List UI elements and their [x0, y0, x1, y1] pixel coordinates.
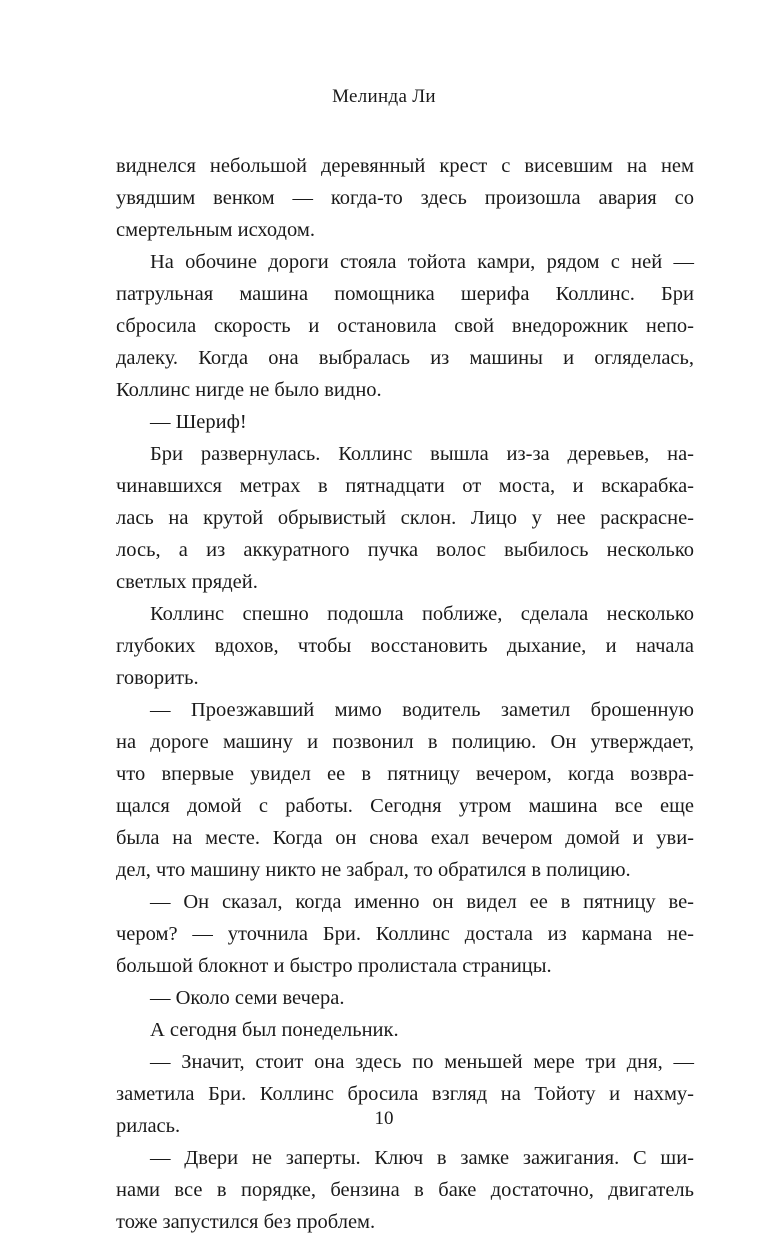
running-head-author: Мелинда Ли — [332, 86, 436, 107]
text-line: что впервые увидел ее в пятницу вечером, когда возвра- — [116, 763, 694, 785]
text-line: на дороге машину и позвонил в полицию. Он утверждает, — [116, 731, 694, 753]
text-line: патрульная машина помощника шерифа Коллинс. Бри — [116, 283, 694, 305]
text-line: Коллинс спешно подошла поближе, сделала несколько — [150, 603, 694, 625]
text-line: чером? — уточнила Бри. Коллинс достала из кармана не- — [116, 923, 694, 945]
text-line: А сегодня был понедельник. — [150, 1019, 399, 1041]
body-text — [116, 150, 694, 1238]
text-line: сбросила скорость и остановила свой внедорожник непо- — [116, 315, 694, 337]
text-line: нами все в порядке, бензина в баке достаточно, двигатель — [116, 1179, 694, 1201]
text-line: — Значит, стоит она здесь по меньшей мере три дня, — — [150, 1051, 694, 1073]
paragraph — [116, 1142, 694, 1238]
text-line: рилась. — [116, 1115, 181, 1137]
text-line: виднелся небольшой деревянный крест с висевшим на нем — [116, 155, 694, 177]
paragraph — [116, 982, 694, 1014]
text-line: Бри развернулась. Коллинс вышла из-за деревьев, на- — [150, 443, 694, 465]
text-line: смертельным исходом. — [116, 219, 315, 241]
text-line: — Около семи вечера. — [150, 987, 345, 1009]
text-line: тоже запустился без проблем. — [116, 1211, 376, 1233]
paragraph — [116, 598, 694, 694]
text-line: далеку. Когда она выбралась из машины и огляделась, — [116, 347, 694, 369]
text-line: светлых прядей. — [116, 571, 258, 593]
text-line: — Проезжавший мимо водитель заметил брошенную — [150, 699, 694, 721]
paragraph — [116, 1014, 694, 1046]
text-line: увядшим венком — когда-то здесь произошла авария со — [116, 187, 694, 209]
paragraph — [116, 246, 694, 406]
text-line: На обочине дороги стояла тойота камри, рядом с ней — — [150, 251, 694, 273]
text-line: большой блокнот и быстро пролистала страницы. — [116, 955, 552, 977]
text-line: Коллинс нигде не было видно. — [116, 379, 382, 401]
paragraph — [116, 150, 694, 246]
text-line: чинавшихся метрах в пятнадцати от моста, и вскарабка- — [116, 475, 694, 497]
text-line: глубоких вдохов, чтобы восстановить дыхание, и начала — [116, 635, 694, 657]
text-line: говорить. — [116, 667, 199, 689]
text-line: лась на крутой обрывистый склон. Лицо у нее раскрасне- — [116, 507, 694, 529]
text-line: — Шериф! — [150, 411, 247, 433]
text-line: — Он сказал, когда именно он видел ее в пятницу ве- — [150, 891, 694, 913]
paragraph — [116, 886, 694, 982]
text-line: — Двери не заперты. Ключ в замке зажигания. С ши- — [150, 1147, 694, 1169]
paragraph — [116, 438, 694, 598]
text-line: была на месте. Когда он снова ехал вечером домой и уви- — [116, 827, 694, 849]
text-line: лось, а из аккуратного пучка волос выбилось несколько — [116, 539, 694, 561]
text-line: заметила Бри. Коллинс бросила взгляд на Тойоту и нахму- — [116, 1083, 694, 1105]
paragraph — [116, 694, 694, 886]
page-number: 10 — [374, 1108, 394, 1129]
paragraph — [116, 406, 694, 438]
text-line: щался домой с работы. Сегодня утром машина все еще — [116, 795, 694, 817]
text-line: дел, что машину никто не забрал, то обратился в полицию. — [116, 859, 631, 881]
